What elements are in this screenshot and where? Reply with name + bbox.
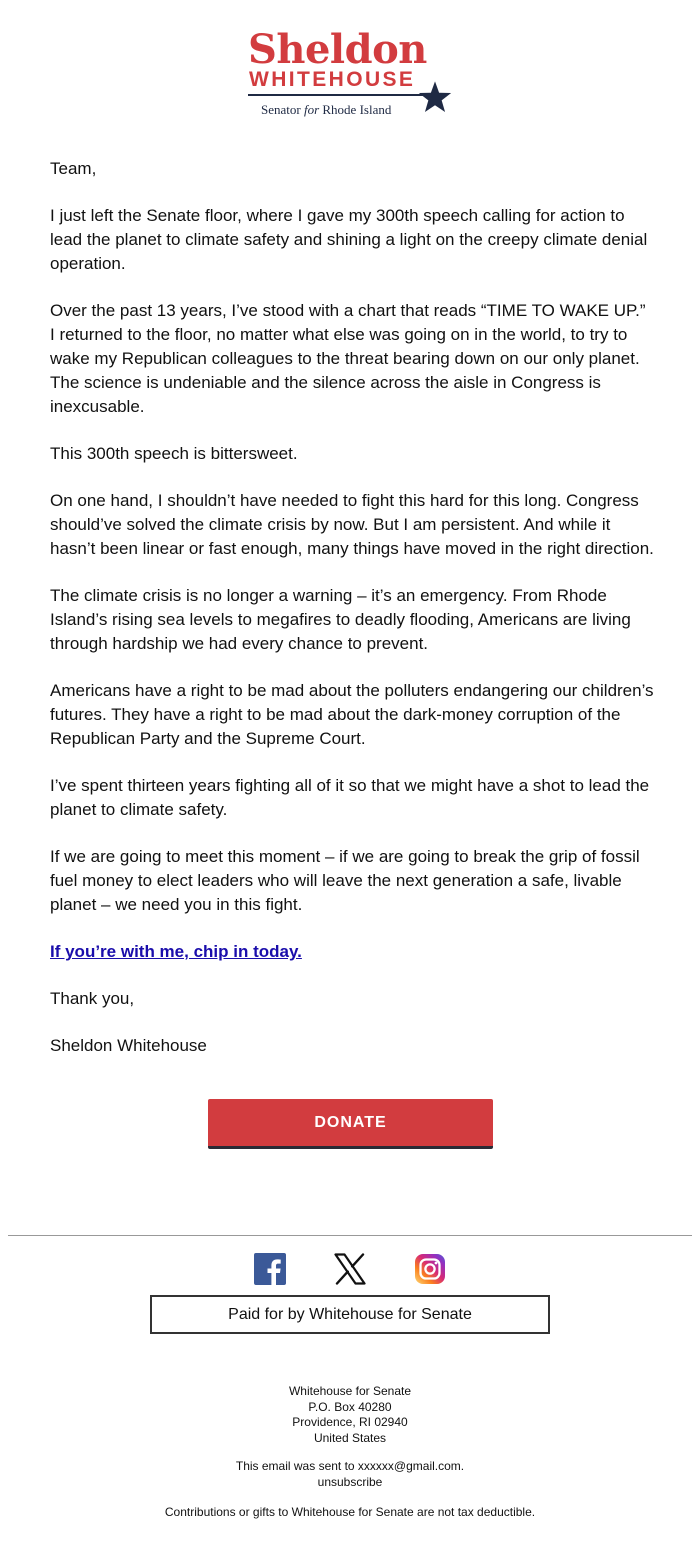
email-notice	[0, 1459, 700, 1490]
letter-paragraph: I’ve spent thirteen years fighting all of it so that we might have a shot to lead the planet to climate safety.	[50, 776, 650, 819]
sent-to-text: This email was sent to xxxxxx@gmail.com.	[235, 1459, 465, 1473]
letter-paragraph: This 300th speech is bittersweet.	[50, 444, 298, 463]
closing: Thank you,	[50, 989, 135, 1008]
star-icon	[418, 80, 452, 114]
address-po-box: P.O. Box 40280	[308, 1399, 392, 1414]
chip-in-link[interactable]: If you’re with me, chip in today.	[50, 942, 302, 961]
facebook-icon[interactable]	[254, 1253, 286, 1285]
x-icon[interactable]	[334, 1253, 366, 1285]
letter-paragraph: Over the past 13 years, I’ve stood with a chart that reads “TIME TO WAKE UP.” I returned to the floor, no matter what else was going on in the world, to try to wake my Republican colleagues to the threat bearing down on our only planet. The science is undeniable and the silence across the aisle in Congress is inexcusable.	[50, 301, 646, 416]
signature: Sheldon Whitehouse	[50, 1036, 207, 1055]
mailing-address	[0, 1384, 700, 1446]
letter-paragraph: The climate crisis is no longer a warning – it’s an emergency. From Rhode Island’s rising sea levels to megafires to deadly flooding, Americans are living through hardship we had every chance to prevent.	[50, 586, 631, 653]
letter-paragraph: If we are going to meet this moment – if we are going to break the grip of fossil fuel money to elect leaders who will leave the next generation a safe, livable planet – we need you in this fight.	[50, 847, 640, 914]
instagram-icon[interactable]	[414, 1253, 446, 1285]
address-city: Providence, RI 02940	[292, 1415, 408, 1429]
logo-name: Sheldon	[248, 26, 427, 73]
greeting: Team,	[50, 159, 97, 178]
letter-paragraph: On one hand, I shouldn’t have needed to fight this hard for this long. Congress should’ve solved the climate crisis by now. But I am persistent. And while it hasn’t been linear or fast enough, many things have moved in the right direction.	[50, 491, 654, 558]
paid-for-disclaimer: Paid for by Whitehouse for Senate	[150, 1295, 550, 1334]
cta-paragraph	[50, 940, 654, 964]
logo-tagline: Senator for Rhode Island	[261, 102, 392, 117]
letter-body	[50, 157, 654, 1081]
logo-surname: WHITEHOUSE	[249, 68, 416, 91]
sheldon-whitehouse-logo	[248, 26, 458, 120]
address-country: United States	[313, 1430, 387, 1445]
footer-divider	[8, 1235, 692, 1236]
address-org: Whitehouse for Senate	[288, 1384, 412, 1398]
unsubscribe-link[interactable]: unsubscribe	[317, 1474, 383, 1489]
donate-button[interactable]: DONATE	[208, 1099, 493, 1149]
logo-underline	[248, 94, 428, 96]
letter-paragraph: I just left the Senate floor, where I gave my 300th speech calling for action to lead the planet to climate safety and shining a light on the creepy climate denial operation.	[50, 206, 648, 273]
tax-disclaimer: Contributions or gifts to Whitehouse for Senate are not tax deductible.	[164, 1505, 536, 1519]
letter-paragraph: Americans have a right to be mad about the polluters endangering our children’s futures. They have a right to be mad about the dark-money corruption of the Republican Party and the Supreme Court.	[50, 681, 654, 748]
